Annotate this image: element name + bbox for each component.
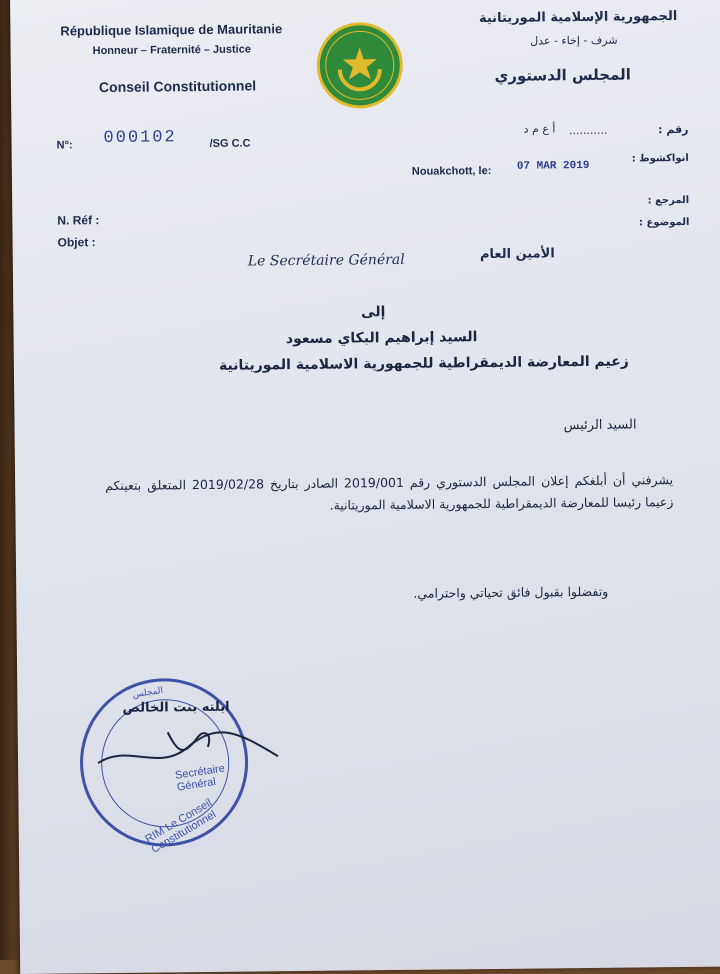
recipient-to: إلى: [361, 304, 386, 321]
reference-number-label-ar: رقم :: [657, 122, 689, 137]
header-country-fr: République Islamique de Mauritanie: [60, 21, 283, 39]
header-council-fr: Conseil Constitutionnel: [98, 77, 257, 96]
subject-label-ar: الموضوع :: [638, 216, 690, 229]
recipient-name: السيد إبراهيم البكاي مسعود: [285, 329, 478, 348]
header-motto-fr: Honneur – Fraternité – Justice: [92, 43, 251, 58]
reference-label-ar: المرجع :: [647, 194, 690, 207]
header-council-ar: المجلس الدستوري: [494, 65, 631, 85]
signer-name: ابلته بنت الخالص: [122, 699, 230, 716]
objet-label: Objet :: [57, 235, 96, 250]
stamp-center-text: Secrétaire Général: [174, 762, 226, 794]
stamp-ring-text: RIM Le Conseil Constitutionnel: [143, 796, 219, 856]
stamp-top-text: المجلس: [131, 684, 164, 700]
date-label: Nouakchott, le:: [411, 164, 492, 178]
national-seal-icon: [316, 22, 403, 109]
date-label-ar: انواكشوط :: [631, 152, 689, 165]
reference-number-label: N°:: [56, 139, 73, 152]
greeting: السيد الرئيس: [563, 417, 637, 434]
reference-number-dots-ar: ...........: [568, 123, 608, 138]
letter-page: [10, 0, 720, 974]
header-motto-ar: شرف - إخاء - عدل: [530, 33, 618, 48]
date-stamp: 07 MAR 2019: [516, 159, 590, 173]
sender-title-fr: Le Secrétaire Général: [247, 251, 405, 270]
handwritten-signature: [87, 701, 288, 783]
n-ref-label: N. Réf :: [57, 213, 100, 228]
recipient-title: زعيم المعارضة الديمقراطية للجمهورية الاسلامية الموريتانية: [218, 353, 629, 374]
sender-title-ar: الأمين العام: [479, 246, 555, 263]
reference-number-suffix: /SG C.C: [209, 137, 251, 150]
letter-body: يشرفني أن أبلغكم إعلان المجلس الدستوري رقم 2019/001 الصادر بتاريخ 2019/02/28 المتعلق بتعينكم زعيما رئيسا للمعارضة الديمقراطية للجمهورية الاسلامية الموريتانية.: [105, 472, 674, 513]
header-country-ar: الجمهورية الإسلامية الموريتانية: [478, 9, 678, 27]
reference-number-value-ar: أ ع م د: [523, 122, 556, 136]
reference-number-value: 000102: [103, 128, 177, 149]
closing-line: وتفضلوا بقبول فائق تحياتي واحترامي.: [413, 583, 609, 601]
